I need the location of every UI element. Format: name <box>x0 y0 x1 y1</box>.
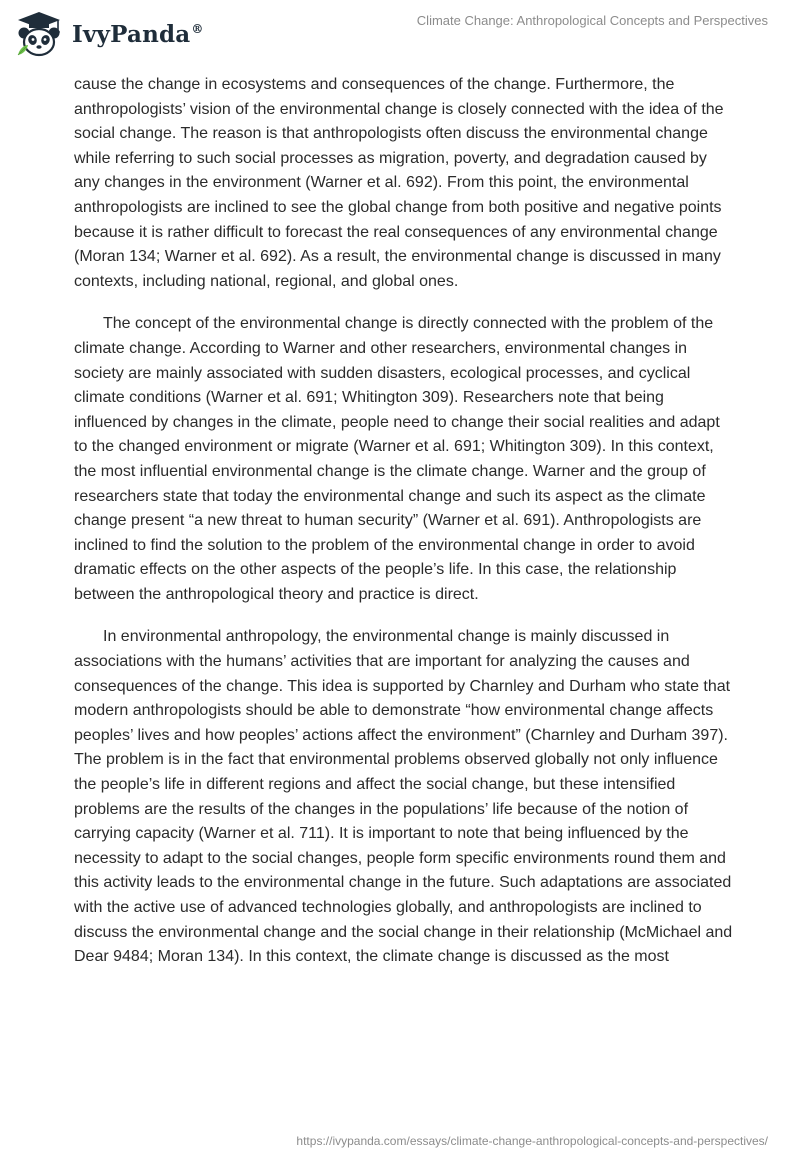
logo-wordmark <box>72 21 204 48</box>
paragraph-2: The concept of the environmental change is directly connected with the problem of the climate change. According to Warner and other researchers, environmental changes in society are mainly associated with sudden disasters, ecological processes, and cyclical climate conditions (Warner et al. 691; Whitington 309). Researchers note that being influenced by changes in the climate, people need to change their social realities and adapt to the changed environment or migrate (Warner et al. 691; Whitington 309). In this context, the most influential environmental change is the climate change. Warner and the group of researchers state that today the environmental change and such its aspect as the climate change present “a new threat to human security” (Warner et al. 691). Anthropologists are inclined to find the solution to the problem of the environmental change in order to avoid dramatic effects on the other aspects of the people’s life. In this case, the relationship between the anthropological theory and practice is direct. <box>74 315 720 603</box>
document-title: Climate Change: Anthropological Concepts and Perspectives <box>416 13 768 28</box>
paragraph-1: cause the change in ecosystems and consequences of the change. Furthermore, the anthropologists’ vision of the environmental change is closely connected with the idea of the social change. The reason is that anthropologists often discuss the environmental change while referring to such social processes as migration, poverty, and degradation caused by any changes in the environment (Warner et al. 692). From this point, the environmental anthropologists are inclined to see the global change from both positive and negative points because it is rather difficult to forecast the real consequences of any environmental change (Moran 134; Warner et al. 692). As a result, the environmental change is discussed in many contexts, including national, regional, and global ones. <box>74 76 724 290</box>
panda-graduate-icon <box>14 9 64 59</box>
logo-name: IvyPanda <box>72 20 191 48</box>
source-url[interactable]: https://ivypanda.com/essays/climate-change-anthropological-concepts-and-perspectives/ <box>296 1134 768 1148</box>
registered-mark: ® <box>191 21 204 36</box>
ivypanda-logo[interactable] <box>14 8 204 60</box>
essay-body <box>74 73 734 988</box>
page-header <box>0 0 800 70</box>
paragraph-3: In environmental anthropology, the environmental change is mainly discussed in associations with the humans’ activities that are important for analyzing the causes and consequences of the change. This idea is supported by Charnley and Durham who state that modern anthropologists should be able to demonstrate “how environmental change affects peoples’ lives and how peoples’ actions affect the environment” (Charnley and Durham 397). The problem is in the fact that environmental problems observed globally not only influence the people’s life in different regions and affect the social change, but these intensified problems are the results of the changes in the populations’ life because of the notion of carrying capacity (Warner et al. 711). It is important to note that being influenced by the necessity to adapt to the social changes, people form specific environments round them and this activity leads to the environmental change in the future. Such adaptations are associated with the active use of advanced technologies globally, and anthropologists are inclined to discuss the environmental change and the social change in their relationship (McMichael and Dear 9484; Moran 134). In this context, the climate change is discussed as the most <box>74 628 733 966</box>
